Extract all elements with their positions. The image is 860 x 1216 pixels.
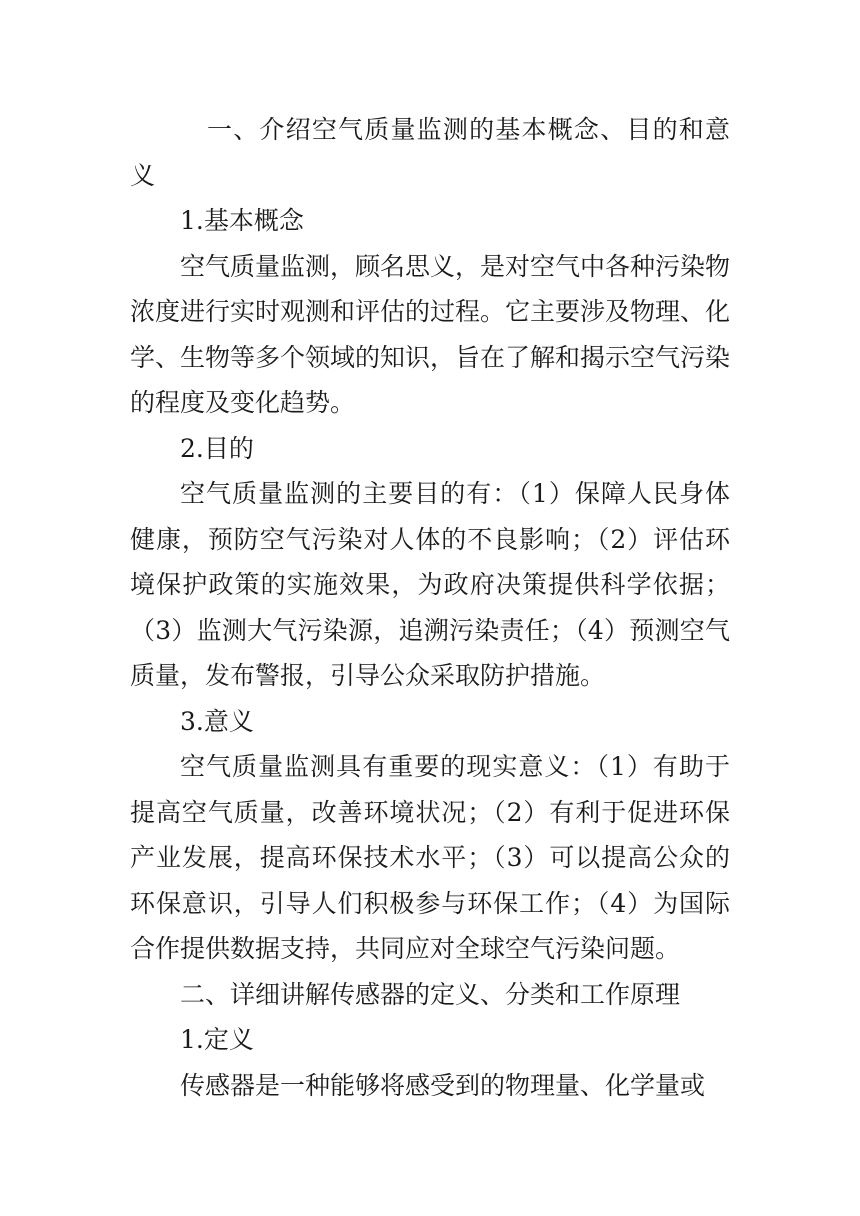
paragraph-purpose: 空气质量监测的主要目的有：（1）保障人民身体健康，预防空气污染对人体的不良影响；（2）评估环境保护政策的实施效果，为政府决策提供科学依据；（3）监测大气污染源，追溯污染责任；（4）预测空气质量，发布警报，引导公众采取防护措施。 [130,479,730,690]
paragraph-basic-concept: 空气质量监测，顾名思义，是对空气中各种污染物浓度进行实时观测和评估的过程。它主要涉及物理、化学、生物等多个领域的知识，旨在了解和揭示空气污染的程度及变化趋势。 [130,251,731,417]
section-heading-2: 二、详细讲解传感器的定义、分类和工作原理 [180,979,681,1009]
subheading-purpose: 2.目的 [180,433,254,463]
subheading-basic-concept: 1.基本概念 [180,206,304,235]
subheading-definition: 1.定义 [180,1025,254,1054]
section-heading-1: 一、介绍空气质量监测的基本概念、目的和意义 [130,115,730,190]
paragraph-significance: 空气质量监测具有重要的现实意义：（1）有助于提高空气质量，改善环境状况；（2）有利于促进环保产业发展，提高环保技术水平；（3）可以提高公众的环保意识，引导人们积极参与环保工作；（4）为国际合作提供数据支持，共同应对全球空气污染问题。 [130,752,730,963]
paragraph-definition: 传感器是一种能够将感受到的物理量、化学量或 [180,1070,706,1100]
document-body [130,107,730,1108]
subheading-significance: 3.意义 [180,706,254,736]
